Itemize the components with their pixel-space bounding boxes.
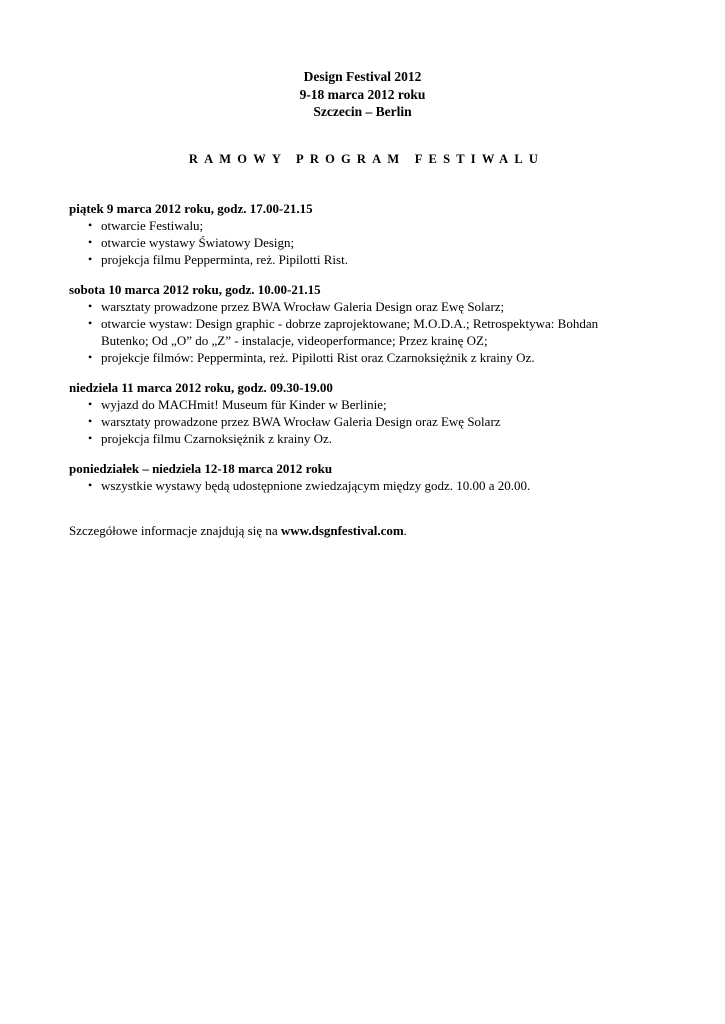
- footer-text: Szczegółowe informacje znajdują się na: [69, 523, 281, 538]
- list-item: [69, 477, 649, 494]
- list-item: [69, 396, 649, 413]
- bullet-icon: •: [88, 316, 93, 330]
- list-item-text: projekcja filmu Pepperminta, reż. Pipilotti Rist.: [101, 252, 348, 267]
- list-item-text: projekcja filmu Czarnoksiężnik z krainy Oz.: [101, 431, 333, 446]
- section-heading: piątek 9 marca 2012 roku, godz. 17.00-21.15: [69, 201, 313, 216]
- bullet-icon: •: [88, 350, 93, 364]
- list-item-text: otwarcie Festiwalu;: [101, 218, 204, 233]
- footer-suffix: .: [403, 523, 407, 538]
- day-section-sunday: [69, 379, 649, 447]
- bullet-icon: •: [88, 414, 93, 428]
- bullet-icon: •: [88, 478, 93, 492]
- section-heading: niedziela 11 marca 2012 roku, godz. 09.30-19.00: [69, 380, 333, 395]
- footer-info: [69, 522, 649, 539]
- bullet-icon: •: [88, 431, 93, 445]
- festival-dates: 9-18 marca 2012 roku: [299, 86, 426, 102]
- list-item: [69, 413, 649, 430]
- day-section-saturday: [69, 281, 649, 366]
- list-item-text: wyjazd do MACHmit! Museum für Kinder w Berlinie;: [101, 397, 387, 412]
- section-heading: sobota 10 marca 2012 roku, godz. 10.00-21.15: [69, 282, 321, 297]
- festival-title: Design Festival 2012: [303, 69, 422, 84]
- day-section-week: [69, 460, 649, 494]
- list-item-text: otwarcie wystaw: Design graphic - dobrze zaprojektowane; M.O.D.A.; Retrospektywa: Bohdan Butenko; Od „O” do „Z” - instalacje, videoperformance; Przez krainę OZ;: [101, 316, 599, 348]
- festival-cities: Szczecin – Berlin: [313, 104, 412, 119]
- bullet-icon: •: [88, 252, 93, 266]
- list-item: [69, 234, 649, 251]
- list-item: [69, 251, 649, 268]
- list-item: [69, 430, 649, 447]
- list-item-text: projekcje filmów: Pepperminta, reż. Pipilotti Rist oraz Czarnoksiężnik z krainy Oz.: [101, 350, 535, 365]
- bullet-icon: •: [88, 235, 93, 249]
- list-item-text: warsztaty prowadzone przez BWA Wrocław Galeria Design oraz Ewę Solarz: [101, 414, 501, 429]
- program-content: [69, 200, 649, 539]
- day-section-friday: [69, 200, 649, 268]
- list-item: [69, 349, 649, 366]
- bullet-icon: •: [88, 299, 93, 313]
- bullet-icon: •: [88, 218, 93, 232]
- list-item-text: wszystkie wystawy będą udostępnione zwiedzającym między godz. 10.00 a 20.00.: [101, 478, 531, 493]
- list-item-text: otwarcie wystawy Światowy Design;: [101, 235, 295, 250]
- list-item: [69, 298, 649, 315]
- list-item: [69, 315, 649, 349]
- section-heading: poniedziałek – niedziela 12-18 marca 2012 roku: [69, 461, 333, 476]
- event-list: [69, 298, 649, 366]
- bullet-icon: •: [88, 397, 93, 411]
- event-list: [69, 217, 649, 268]
- event-list: [69, 477, 649, 494]
- list-item-text: warsztaty prowadzone przez BWA Wrocław Galeria Design oraz Ewę Solarz;: [101, 299, 505, 314]
- program-title: RAMOWY PROGRAM FESTIWALU: [188, 152, 545, 166]
- document-header: [0, 68, 725, 121]
- festival-website-link[interactable]: www.dsgnfestival.com: [280, 523, 404, 538]
- list-item: [69, 217, 649, 234]
- event-list: [69, 396, 649, 447]
